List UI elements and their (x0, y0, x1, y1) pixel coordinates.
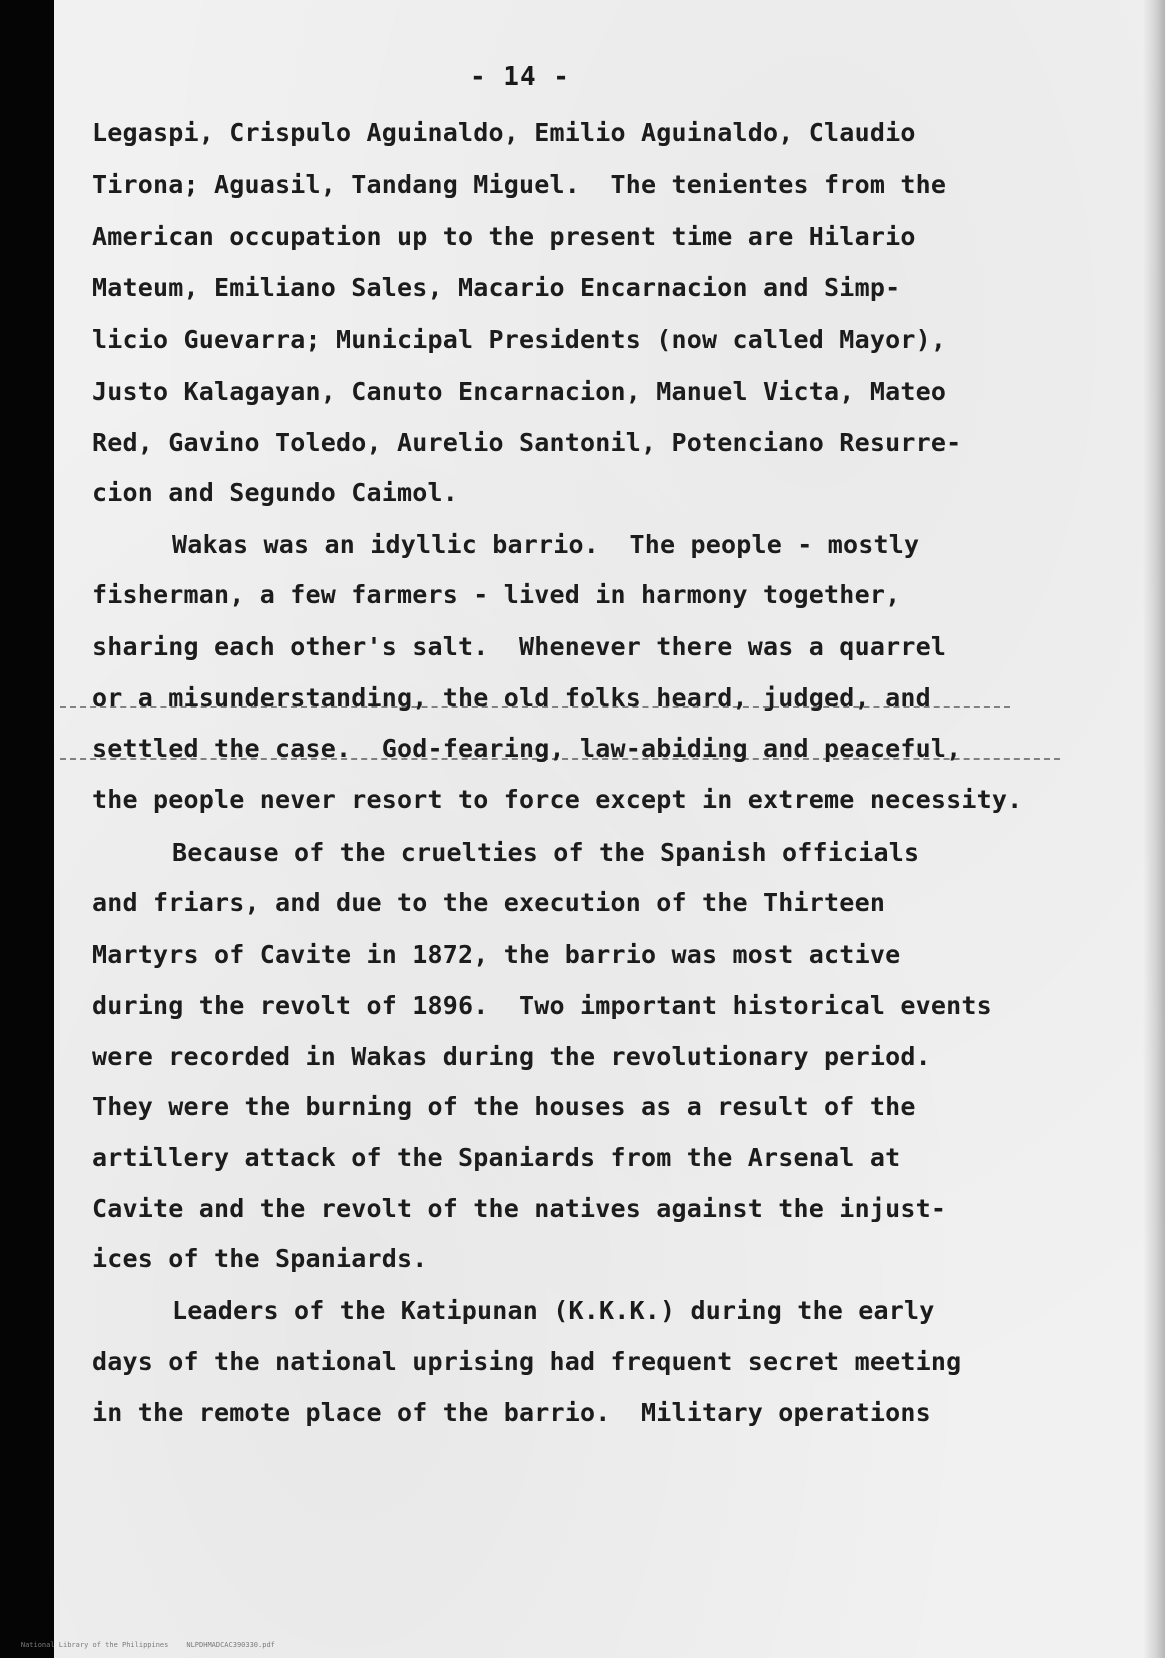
text-line: Leaders of the Katipunan (K.K.K.) during the early (172, 1296, 935, 1325)
scan-border-right (1143, 0, 1165, 1658)
text-line: Justo Kalagayan, Canuto Encarnacion, Manuel Victa, Mateo (92, 377, 947, 406)
text-line: the people never resort to force except in extreme necessity. (92, 785, 1023, 814)
page-number: - 14 - (470, 62, 570, 92)
text-line: Wakas was an idyllic barrio. The people - mostly (172, 530, 920, 559)
text-line: or a misunderstanding, the old folks heard, judged, and (92, 683, 931, 712)
text-line: fisherman, a few farmers - lived in harmony together, (92, 580, 901, 609)
footer-file: NLPDHMADCAC390330.pdf (186, 1641, 275, 1649)
text-line: artillery attack of the Spaniards from the Arsenal at (92, 1143, 901, 1172)
footer-library: National Library of the Philippines (20, 1641, 169, 1649)
text-line: They were the burning of the houses as a result of the (92, 1092, 916, 1121)
text-line: Martyrs of Cavite in 1872, the barrio was most active (92, 940, 901, 969)
text-line: cion and Segundo Caimol. (92, 478, 459, 507)
text-line: sharing each other's salt. Whenever there was a quarrel (92, 632, 947, 661)
text-line: Mateum, Emiliano Sales, Macario Encarnacion and Simp- (92, 273, 901, 302)
scan-footer (4, 1633, 293, 1657)
text-line: Legaspi, Crispulo Aguinaldo, Emilio Aguinaldo, Claudio (92, 118, 916, 147)
text-line: in the remote place of the barrio. Military operations (92, 1398, 931, 1427)
typewriter-strike-mark (60, 706, 1010, 708)
text-line: and friars, and due to the execution of the Thirteen (92, 888, 886, 917)
text-line: during the revolt of 1896. Two important historical events (92, 991, 992, 1020)
text-line: Cavite and the revolt of the natives against the injust- (92, 1194, 947, 1223)
text-line: Tirona; Aguasil, Tandang Miguel. The tenientes from the (92, 170, 947, 199)
typewriter-strike-mark (60, 758, 1060, 760)
text-line: days of the national uprising had frequent secret meeting (92, 1347, 962, 1376)
text-line: ices of the Spaniards. (92, 1244, 428, 1273)
text-line: licio Guevarra; Municipal Presidents (now called Mayor), (92, 325, 947, 354)
text-line: settled the case. God-fearing, law-abiding and peaceful, (92, 734, 962, 763)
text-line: Because of the cruelties of the Spanish officials (172, 838, 920, 867)
text-line: were recorded in Wakas during the revolutionary period. (92, 1042, 931, 1071)
text-line: Red, Gavino Toledo, Aurelio Santonil, Potenciano Resurre- (92, 428, 962, 457)
scan-border-left (0, 0, 54, 1658)
text-line: American occupation up to the present time are Hilario (92, 222, 916, 251)
